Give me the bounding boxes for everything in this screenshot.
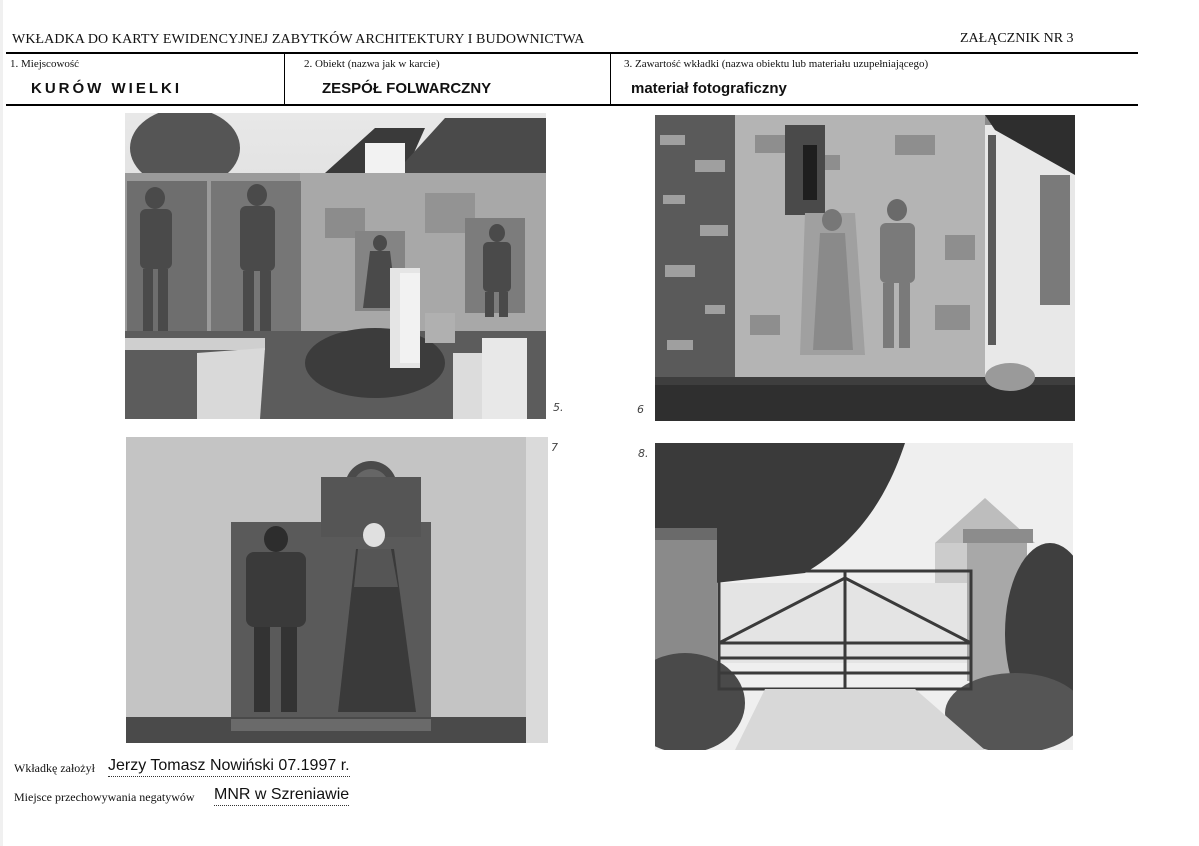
- header-rule-top: [6, 52, 1138, 54]
- field-label-content: 3. Zawartość wkładki (nazwa obiektu lub materiału uzupełniającego): [624, 58, 929, 70]
- storage-label: Miejsce przechowywania negatywów: [14, 790, 195, 804]
- document-title: WKŁADKA DO KARTY EWIDENCYJNEJ ZABYTKÓW ARCHITEKTURY I BUDOWNICTWA: [12, 32, 585, 47]
- photo-8: [655, 443, 1073, 750]
- photo-5-number: 5.: [553, 401, 564, 414]
- created-by-label: Wkładkę założył: [14, 761, 95, 775]
- header-rule-bottom: [6, 104, 1138, 106]
- photo-6-number: 6: [637, 403, 644, 416]
- photo-7-number: 7: [551, 441, 558, 454]
- field-value-locality: KURÓW WIELKI: [31, 80, 182, 97]
- scan-edge: [0, 0, 3, 846]
- field-value-object: ZESPÓŁ FOLWARCZNY: [322, 80, 492, 97]
- photo-8-number: 8.: [638, 447, 649, 460]
- field-divider-1: [284, 54, 285, 106]
- field-label-locality: 1. Miejscowość: [10, 58, 80, 70]
- field-value-content: materiał fotograficzny: [631, 80, 787, 97]
- field-label-object: 2. Obiekt (nazwa jak w karcie): [304, 58, 440, 70]
- photo-7: [126, 437, 548, 743]
- field-divider-2: [610, 54, 611, 106]
- storage-value: MNR w Szreniawie: [214, 786, 349, 806]
- photo-6: [655, 115, 1075, 421]
- photo-5: [125, 113, 546, 419]
- attachment-number: ZAŁĄCZNIK NR 3: [960, 31, 1074, 46]
- created-by-value: Jerzy Tomasz Nowiński 07.1997 r.: [108, 757, 350, 777]
